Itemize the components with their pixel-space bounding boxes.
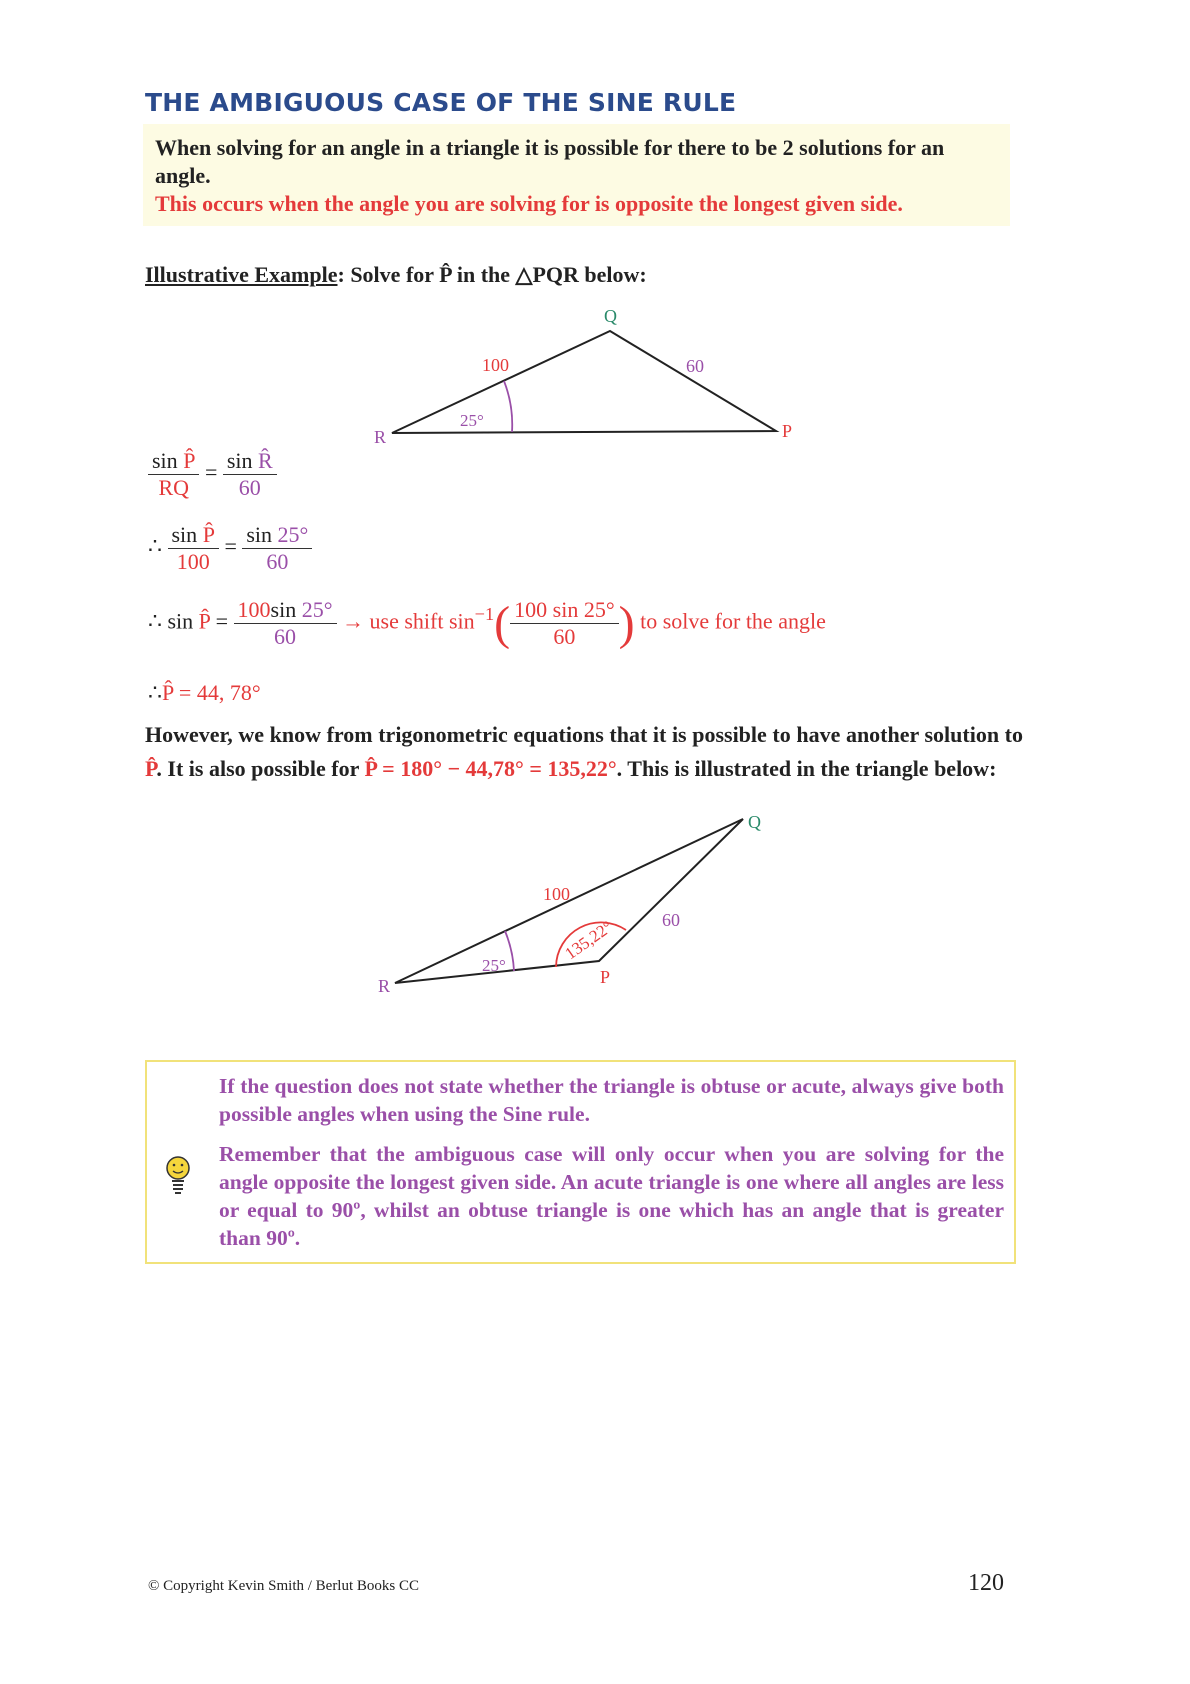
equation-4: ∴P̂ = 44, 78° <box>148 680 261 705</box>
angle-r-label: 25° <box>460 411 484 430</box>
lightbulb-icon <box>161 1152 195 1198</box>
equation-1: $\frac{\text{sin P̂}}{RQ}$ = $\frac{\text{sin R̂}}{60}$ <box>148 448 277 501</box>
vertex-p: P <box>600 967 611 987</box>
intro-highlight: This occurs when the angle you are solving for is opposite the longest given side. <box>155 191 903 216</box>
angle-p-label: 135,22° <box>561 916 617 964</box>
side-qp-label: 60 <box>662 910 680 930</box>
page-title: THE AMBIGUOUS CASE OF THE SINE RULE <box>145 88 737 117</box>
example-label: Illustrative Example <box>145 262 338 287</box>
vertex-q: Q <box>604 306 617 326</box>
triangle-2 <box>378 812 761 996</box>
tip-box <box>145 1060 1016 1264</box>
explanation-paragraph: However, we know from trigonometric equations that it is possible to have another solution to P̂. It is also possible for P̂ = 180° − 44,78° = 135,22°. This is illustrated in the triangle below: <box>145 722 1023 781</box>
example-text: : Solve for P̂ in the △PQR below: <box>337 262 647 287</box>
equation-2: ∴ $\frac{\text{sin P̂}}{100}$ = $\frac{\sin 25^\circ}{60}$ <box>148 522 312 575</box>
vertex-q: Q <box>748 812 761 832</box>
side-rq-label: 100 <box>543 884 570 904</box>
triangle-1 <box>374 306 792 447</box>
tip-text-1: If the question does not state whether the triangle is obtuse or acute, always give both possible angles when using the Sine rule. <box>219 1074 1004 1126</box>
side-qp-label: 60 <box>686 356 704 376</box>
angle-r-label: 25° <box>482 956 506 975</box>
vertex-p: P <box>782 421 793 441</box>
side-rq-label: 100 <box>482 355 509 375</box>
vertex-r: R <box>378 976 391 996</box>
vertex-r: R <box>374 427 387 447</box>
intro-text: When solving for an angle in a triangle it is possible for there to be 2 solutions for an angle. <box>155 135 945 188</box>
equation-3: ∴ sin P̂ = $\frac{100\sin 25^\circ}{60}$ → use shift $\sin^{-1}$( $\frac{100 \sin 25^\circ}{60}$ ) to solve for the angle <box>148 597 826 650</box>
copyright: © Copyright Kevin Smith / Berlut Books CC <box>148 1578 419 1594</box>
page-number: 120 <box>968 1570 1004 1596</box>
tip-text-2: Remember that the ambiguous case will only occur when you are solving for the angle opposite the longest given side. An acute triangle is one where all angles are less or equal to 90º, whilst an obtuse triangle is one which has an angle that is greater than 90º. <box>219 1142 1004 1250</box>
